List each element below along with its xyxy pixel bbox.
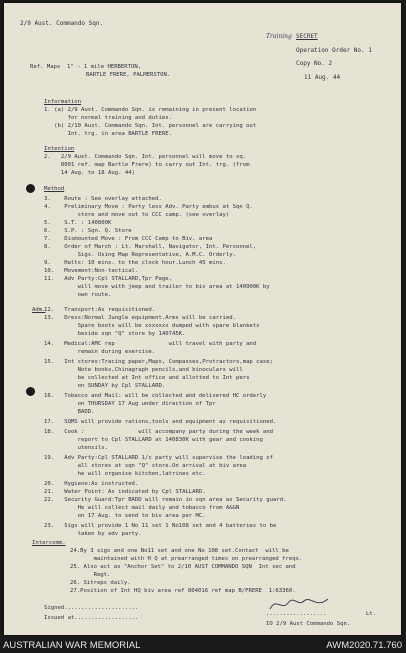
ref-maps: Ref. Maps 1" - 1 mile HERBERTON, (30, 64, 142, 70)
line-14: 14. Medical:AMC rep will travel with party and (44, 341, 257, 347)
line-17: 17. SQMS will provide rations,tools and equipment as requisitioned. (44, 419, 277, 425)
line-11-cont: will move with jeep and trailer to biv area at 140900K by (44, 284, 270, 290)
section-intention: Intention (44, 146, 75, 152)
line-7: 7. Dismounted Move : From CCC Camp to Biv. area (44, 236, 213, 242)
line-5: 5. S.T. : 140800K (44, 220, 112, 226)
line-8-cont: Sigs. Using Map Representative, A.M.C. Orderly. (44, 252, 236, 258)
line-4-cont: store and move out to CCC camp. (see overlay) (44, 212, 230, 218)
copy-number: Copy No. 2 (296, 60, 333, 67)
line-15-cont2: be collected at Int office and allotted to Int pers (44, 375, 250, 381)
line-10: 10. Movement:Non-tactical. (44, 268, 139, 274)
line-23-cont: taken by adv party. (44, 531, 142, 537)
line-23: 23. Sigs will provide 1 No 11 set 1 No108 set and 4 batteries to be (44, 523, 277, 529)
line-13: 13. Dress:Normal Jungle equipment.Arms will be carried. (44, 315, 236, 321)
io-label: IO 2/9 Aust Commando Sqn. (266, 621, 351, 627)
line-26: 26. Sitreps daily. (70, 580, 131, 586)
line-11: 11. Adv Party:Cpl STALLARD,Tpr Page, (44, 276, 172, 282)
line-19: 19. Adv Party:Cpl STALLARD 1/c party will supervise the loading of (44, 455, 274, 461)
line-18: 18. Cook : will accompany party during the week and (44, 429, 274, 435)
line-19-cont: all stores at sqn "Q" store.On arrival at biv area (44, 463, 247, 469)
punch-hole-top (26, 184, 35, 193)
line-4: 4. Preliminary Move : Party less Adv. Party embus at Sqn Q. (44, 204, 253, 210)
line-24: 24.By 3 sigs and one No11 set and one No 108 set.Contact will be (70, 548, 289, 554)
signed-line: Signed...................... (44, 605, 139, 611)
line-19-cont2: he will organise kitchen,latrines etc. (44, 471, 206, 477)
line-2-cont: 8001 ref. map Bartle Frere) to carry out Int. trg. (from (44, 162, 250, 168)
line-20: 20. Hygiene:As instructed. (44, 481, 139, 487)
line-14-cont: remain during exercise. (44, 349, 156, 355)
secret-label: SECRET (296, 33, 318, 40)
section-method: Method (44, 186, 65, 192)
signature-dots: .................. (266, 611, 327, 617)
line-2: 2. 2/9 Aust. Commando Sqn. Int. personnel will move to sq. (44, 154, 247, 160)
line-1b-cont: Int. trg. in area BARTLE FRERE. (44, 131, 172, 137)
line-18-cont: report to Cpl STALLARD at 140830K with gear and cooking (44, 437, 263, 443)
section-intercomm: Intercomm. (32, 540, 66, 546)
line-11-cont2: own route. (44, 292, 112, 298)
order-date: 11 Aug. 44 (304, 74, 341, 81)
line-27: 27.Position of Int HQ biv area ref 804016 ref map B/FRERE 1:63360. (70, 588, 296, 594)
line-22-cont: He will collect mail daily and tobacco from A&GN (44, 505, 240, 511)
punch-hole-bottom (26, 387, 35, 396)
lt-label: Lt. (366, 611, 377, 617)
line-1a: 1. (a) 2/9 Aust. Commando Sqn. is remaining in present location (44, 107, 257, 113)
issued-line: Issued at................... (44, 615, 139, 621)
order-title: Operation Order No. 1 (296, 47, 372, 54)
line-25: 25. Also act as "Anchor Set" to 2/10 AUST COMMANDO SQN Int sec and (70, 564, 296, 570)
line-2-cont2: 14 Aug. to 18 Aug. 44) (44, 170, 135, 176)
line-9: 9. Halts: 10 mins. to the clock hour.Lunch 45 mins. (44, 260, 226, 266)
line-3: 3. Route : See overlay attached. (44, 196, 162, 202)
archive-footer (0, 637, 406, 653)
line-13-cont2: beside sqn "Q" store by 140745K. (44, 331, 186, 337)
handwritten-training: Training (266, 33, 292, 40)
line-24-cont: maintained with H Q at prearranged times on prearranged freqs. (70, 556, 303, 562)
unit-name: 2/9 Aust. Commando Sqn. (20, 20, 104, 27)
footer-institution: AUSTRALIAN WAR MEMORIAL (3, 640, 141, 651)
line-13-cont: Spare boots will be xxxxxxx dumped with spare blankets (44, 323, 260, 329)
line-18-cont2: utensils. (44, 445, 108, 451)
line-25-cont: Regt. (70, 572, 111, 578)
line-21: 21. Water Point: As indicated by Cpl STALLARD. (44, 489, 206, 495)
line-1b: (b) 2/10 Aust. Commando Sqn. Int. personnel are carrying out (44, 123, 257, 129)
line-1a-cont: for normal training and duties. (44, 115, 172, 121)
line-15: 15. Int stores:Tracing paper,Maps, Compasses,Protractors,map case; (44, 359, 274, 365)
line-6: 6. S.P. : Sqn. Q. Store (44, 228, 132, 234)
line-22: 22. Security Guard:Tpr BADD will remain in sqn area as Security guard. (44, 497, 287, 503)
line-16-cont: on THURSDAY 17 Aug under direction of Tpr (44, 401, 216, 407)
line-15-cont3: on SUNDAY by Cpl STALLARD. (44, 383, 166, 389)
line-22-cont2: on 17 Aug. to send to biv area per MC. (44, 513, 206, 519)
line-8: 8. Order of March : Lt. Marshall, Navigator, Int. Personnel, (44, 244, 257, 250)
section-information: Information (44, 99, 82, 105)
footer-accession: AWM2020.71.760 (326, 640, 402, 651)
line-16: 16. Tobacco and Mail: will be collected and delivered HC orderly (44, 393, 267, 399)
section-adm: Adm. (32, 307, 46, 313)
line-16-cont2: BADD. (44, 409, 95, 415)
document-page (4, 3, 401, 635)
ref-maps-2: BARTLE FRERE, PALMERSTON. (86, 72, 171, 78)
line-15-cont: Note books,Chinagraph pencils,and binoculars will (44, 367, 243, 373)
line-12: 12. Transport:As requisitioned. (44, 307, 156, 313)
